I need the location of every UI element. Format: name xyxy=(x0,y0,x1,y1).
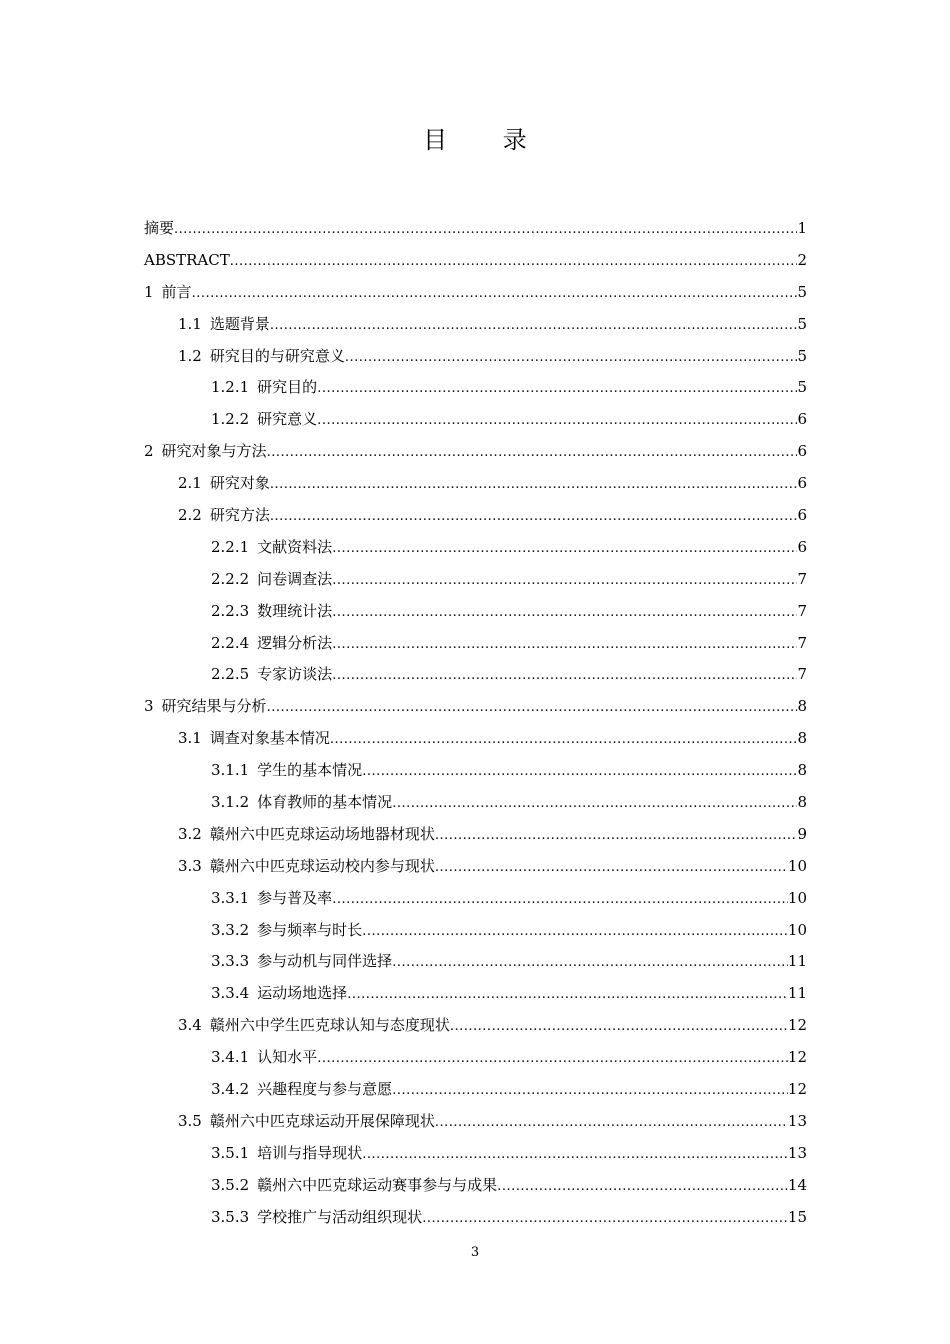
toc-entry[interactable] xyxy=(144,500,807,532)
toc-entry-label: 参与普及率 xyxy=(257,888,333,907)
toc-entry-page: 6 xyxy=(797,410,807,429)
toc-entry-label: 选题背景 xyxy=(209,314,270,333)
toc-entry[interactable] xyxy=(144,1202,807,1234)
toc-entry-page: 6 xyxy=(797,537,807,556)
toc-entry-label: 体育教师的基本情况 xyxy=(257,793,393,812)
toc-dot-leader xyxy=(362,756,797,788)
toc-entry-number: 2.1 xyxy=(178,474,202,493)
toc-entry-number: 3.5 xyxy=(178,1111,202,1130)
toc-entry-label: 赣州六中匹克球运动场地器材现状 xyxy=(209,824,435,843)
toc-entry[interactable] xyxy=(144,309,807,341)
toc-entry-number: 3.4.1 xyxy=(211,1048,250,1067)
toc-entry-number: 3.3.2 xyxy=(211,920,250,939)
toc-entry-label: 研究对象 xyxy=(209,474,270,493)
toc-entry-number: 3.5.2 xyxy=(211,1175,250,1194)
toc-entry-label: 参与动机与同伴选择 xyxy=(257,952,393,971)
toc-dot-leader xyxy=(332,884,788,916)
toc-entry-page: 5 xyxy=(797,346,807,365)
toc-title: 目 录 xyxy=(423,126,551,154)
toc-entry-label: 研究结果与分析 xyxy=(161,697,267,716)
toc-entry-label: 研究方法 xyxy=(209,506,270,525)
toc-entry-page: 7 xyxy=(797,633,807,652)
toc-entry[interactable] xyxy=(144,564,807,596)
toc-entry[interactable] xyxy=(144,277,807,309)
toc-entry[interactable] xyxy=(144,596,807,628)
toc-entry[interactable] xyxy=(144,532,807,564)
toc-entry[interactable] xyxy=(144,659,807,691)
toc-dot-leader xyxy=(392,788,797,820)
toc-entry-number: 2.2.1 xyxy=(211,537,250,556)
toc-dot-leader xyxy=(192,278,798,310)
toc-dot-leader xyxy=(497,1171,788,1203)
toc-dot-leader xyxy=(362,1139,788,1171)
toc-entry-label: 研究目的 xyxy=(257,378,318,397)
toc-entry[interactable] xyxy=(144,723,807,755)
toc-entry[interactable] xyxy=(144,819,807,851)
toc-entry-number: 3.1.1 xyxy=(211,761,250,780)
toc-entry-label: 数理统计法 xyxy=(257,601,333,620)
toc-entry[interactable] xyxy=(144,1042,807,1074)
toc-entry-page: 11 xyxy=(787,952,807,971)
toc-dot-leader xyxy=(332,565,797,597)
toc-entry-label: 赣州六中学生匹克球认知与态度现状 xyxy=(209,1016,450,1035)
toc-entry[interactable] xyxy=(144,468,807,500)
toc-entry-page: 15 xyxy=(787,1207,807,1226)
toc-dot-leader xyxy=(332,597,797,629)
toc-dot-leader xyxy=(267,692,798,724)
toc-entry-page: 10 xyxy=(787,920,807,939)
toc-dot-leader xyxy=(362,916,788,948)
toc-entry-number: 3.2 xyxy=(178,824,202,843)
toc-entry-page: 12 xyxy=(787,1016,807,1035)
toc-entry-number: 3.4 xyxy=(178,1016,202,1035)
toc-entry-number: 3.1.2 xyxy=(211,793,250,812)
toc-entry-number: 1.2 xyxy=(178,346,202,365)
toc-dot-leader xyxy=(392,947,788,979)
toc-entry-number: 3.3.4 xyxy=(211,984,250,1003)
toc-entry-label: 问卷调查法 xyxy=(257,569,333,588)
toc-dot-leader xyxy=(317,373,797,405)
toc-entry-page: 6 xyxy=(797,474,807,493)
toc-entry-label: 调查对象基本情况 xyxy=(209,729,330,748)
toc-entry-label: 专家访谈法 xyxy=(257,665,333,684)
toc-entry-label: 赣州六中匹克球运动开展保障现状 xyxy=(209,1111,435,1130)
toc-dot-leader xyxy=(270,310,798,342)
toc-entry-number: 3.3 xyxy=(178,856,202,875)
toc-entry-label: 赣州六中匹克球运动校内参与现状 xyxy=(209,856,435,875)
toc-entry-number: 3.3.3 xyxy=(211,952,250,971)
toc-entry[interactable] xyxy=(144,787,807,819)
toc-dot-leader xyxy=(392,1075,788,1107)
toc-entry-number: 3.5.3 xyxy=(211,1207,250,1226)
toc-entry[interactable] xyxy=(144,404,807,436)
toc-entry-page: 10 xyxy=(787,856,807,875)
toc-dot-leader xyxy=(317,1043,788,1075)
toc-dot-leader xyxy=(330,724,798,756)
page-number: 3 xyxy=(470,1245,480,1260)
toc-dot-leader xyxy=(345,342,798,374)
table-of-contents xyxy=(144,213,807,1234)
toc-entry[interactable] xyxy=(144,436,807,468)
toc-entry-page: 9 xyxy=(797,824,807,843)
toc-dot-leader xyxy=(435,852,788,884)
toc-dot-leader xyxy=(332,629,797,661)
toc-entry-page: 8 xyxy=(797,761,807,780)
toc-entry-page: 6 xyxy=(797,506,807,525)
toc-entry-page: 10 xyxy=(787,888,807,907)
toc-entry[interactable] xyxy=(144,851,807,883)
toc-entry[interactable] xyxy=(144,691,807,723)
toc-entry-page: 5 xyxy=(797,378,807,397)
toc-entry-label: 逻辑分析法 xyxy=(257,633,333,652)
toc-entry-page: 8 xyxy=(797,697,807,716)
toc-entry[interactable] xyxy=(144,1138,807,1170)
toc-entry-number: 2.2.2 xyxy=(211,569,250,588)
toc-dot-leader xyxy=(267,437,798,469)
toc-entry-number: 3 xyxy=(144,697,154,716)
toc-entry-page: 13 xyxy=(787,1143,807,1162)
toc-entry-number: 1 xyxy=(144,282,154,301)
toc-dot-leader xyxy=(270,501,798,533)
toc-entry-label: 学校推广与活动组织现状 xyxy=(257,1207,423,1226)
toc-entry-page: 1 xyxy=(797,219,807,237)
toc-dot-leader xyxy=(230,246,798,278)
toc-entry-page: 12 xyxy=(787,1048,807,1067)
toc-entry-number: 2.2.4 xyxy=(211,633,250,652)
toc-entry-page: 7 xyxy=(797,601,807,620)
toc-entry-page: 6 xyxy=(797,442,807,461)
toc-entry-number: 3.5.1 xyxy=(211,1143,250,1162)
toc-entry[interactable] xyxy=(144,341,807,373)
toc-entry-page: 11 xyxy=(787,984,807,1003)
toc-entry-number: 2.2.5 xyxy=(211,665,250,684)
toc-entry[interactable] xyxy=(144,1170,807,1202)
toc-entry[interactable] xyxy=(144,1074,807,1106)
toc-entry[interactable] xyxy=(144,755,807,787)
toc-entry-number: 1.2.1 xyxy=(211,378,250,397)
toc-entry-number: 2.2.3 xyxy=(211,601,250,620)
toc-dot-leader xyxy=(174,214,797,246)
toc-entry-label: 研究对象与方法 xyxy=(161,442,267,461)
toc-dot-leader xyxy=(450,1011,788,1043)
toc-entry-number: 2.2 xyxy=(178,506,202,525)
toc-entry-page: 8 xyxy=(797,793,807,812)
toc-entry-page: 5 xyxy=(797,314,807,333)
toc-entry-label: 赣州六中匹克球运动赛事参与与成果 xyxy=(257,1175,498,1194)
toc-dot-leader xyxy=(332,533,797,565)
toc-dot-leader xyxy=(347,979,788,1011)
toc-entry[interactable] xyxy=(144,628,807,660)
toc-entry-label: 前言 xyxy=(161,282,192,301)
toc-entry-label: 摘要 xyxy=(144,219,175,237)
toc-entry-label: 兴趣程度与参与意愿 xyxy=(257,1080,393,1099)
toc-entry-number: 1.1 xyxy=(178,314,202,333)
toc-entry-label: 认知水平 xyxy=(257,1048,318,1067)
toc-entry-page: 7 xyxy=(797,569,807,588)
toc-entry[interactable] xyxy=(144,946,807,978)
toc-dot-leader xyxy=(422,1203,788,1235)
toc-entry[interactable] xyxy=(144,372,807,404)
toc-dot-leader xyxy=(317,405,797,437)
toc-entry[interactable] xyxy=(144,245,807,277)
toc-entry-page: 5 xyxy=(797,282,807,301)
toc-dot-leader xyxy=(435,1107,788,1139)
toc-dot-leader xyxy=(270,469,798,501)
toc-entry-label: 学生的基本情况 xyxy=(257,761,363,780)
toc-entry-label: 文献资料法 xyxy=(257,537,333,556)
toc-entry-label: 研究目的与研究意义 xyxy=(209,346,345,365)
toc-entry-number: 3.4.2 xyxy=(211,1080,250,1099)
toc-entry-page: 7 xyxy=(797,665,807,684)
toc-entry[interactable] xyxy=(144,213,807,245)
toc-entry-number: 3.3.1 xyxy=(211,888,250,907)
toc-dot-leader xyxy=(435,820,798,852)
toc-entry-page: 14 xyxy=(787,1175,807,1194)
toc-entry-number: 1.2.2 xyxy=(211,410,250,429)
toc-entry-label: ABSTRACT xyxy=(144,250,230,269)
toc-entry-number: 2 xyxy=(144,442,154,461)
toc-entry-page: 2 xyxy=(797,250,807,269)
toc-entry[interactable] xyxy=(144,883,807,915)
toc-entry-label: 培训与指导现状 xyxy=(257,1143,363,1162)
toc-entry[interactable] xyxy=(144,915,807,947)
toc-dot-leader xyxy=(332,660,797,692)
toc-entry-label: 参与频率与时长 xyxy=(257,920,363,939)
toc-entry-page: 12 xyxy=(787,1080,807,1099)
toc-entry-label: 研究意义 xyxy=(257,410,318,429)
toc-entry-label: 运动场地选择 xyxy=(257,984,348,1003)
toc-entry[interactable] xyxy=(144,978,807,1010)
toc-entry-number: 3.1 xyxy=(178,729,202,748)
toc-entry[interactable] xyxy=(144,1106,807,1138)
toc-entry-page: 13 xyxy=(787,1111,807,1130)
toc-entry-page: 8 xyxy=(797,729,807,748)
toc-entry[interactable] xyxy=(144,1010,807,1042)
